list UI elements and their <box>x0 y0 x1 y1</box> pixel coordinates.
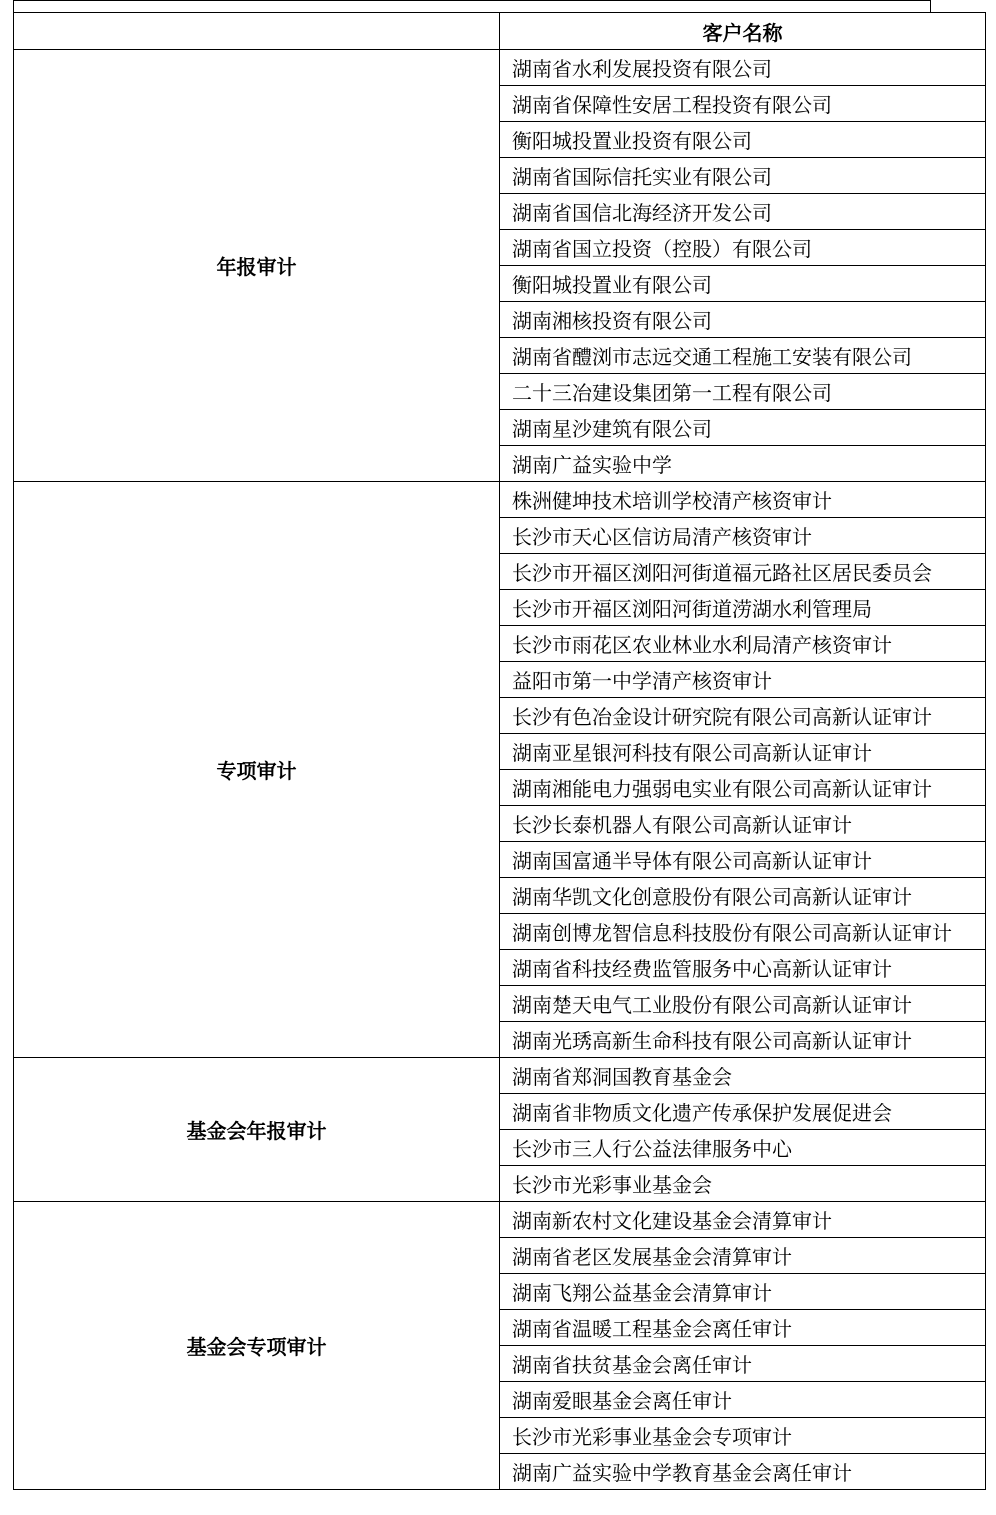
client-name-cell: 湖南国富通半导体有限公司高新认证审计 <box>500 842 986 878</box>
client-name-cell: 长沙市三人行公益法律服务中心 <box>500 1130 986 1166</box>
category-cell: 基金会专项审计 <box>14 1202 500 1490</box>
table-body <box>14 50 986 1490</box>
client-name-cell: 湖南省老区发展基金会清算审计 <box>500 1238 986 1274</box>
client-name-cell: 湖南亚星银河科技有限公司高新认证审计 <box>500 734 986 770</box>
client-name-cell: 湖南省国立投资（控股）有限公司 <box>500 230 986 266</box>
client-name-cell: 湖南爱眼基金会离任审计 <box>500 1382 986 1418</box>
client-name-cell: 湖南省水利发展投资有限公司 <box>500 50 986 86</box>
client-table <box>13 12 986 1490</box>
page-top-border <box>13 0 931 1</box>
header-client-name: 客户名称 <box>500 13 986 50</box>
client-name-cell: 株洲健坤技术培训学校清产核资审计 <box>500 482 986 518</box>
client-name-cell: 湖南省非物质文化遗产传承保护发展促进会 <box>500 1094 986 1130</box>
table-row <box>14 1058 986 1094</box>
client-name-cell: 长沙市天心区信访局清产核资审计 <box>500 518 986 554</box>
client-name-cell: 长沙市雨花区农业林业水利局清产核资审计 <box>500 626 986 662</box>
client-name-cell: 湖南省温暖工程基金会离任审计 <box>500 1310 986 1346</box>
table-row <box>14 50 986 86</box>
client-name-cell: 二十三冶建设集团第一工程有限公司 <box>500 374 986 410</box>
client-name-cell: 湖南湘能电力强弱电实业有限公司高新认证审计 <box>500 770 986 806</box>
client-name-cell: 湖南省郑洞国教育基金会 <box>500 1058 986 1094</box>
client-name-cell: 衡阳城投置业投资有限公司 <box>500 122 986 158</box>
client-name-cell: 湖南广益实验中学教育基金会离任审计 <box>500 1454 986 1490</box>
category-cell: 专项审计 <box>14 482 500 1058</box>
client-name-cell: 湖南省醴浏市志远交通工程施工安装有限公司 <box>500 338 986 374</box>
client-name-cell: 湖南省保障性安居工程投资有限公司 <box>500 86 986 122</box>
client-name-cell: 长沙有色冶金设计研究院有限公司高新认证审计 <box>500 698 986 734</box>
client-name-cell: 湖南省扶贫基金会离任审计 <box>500 1346 986 1382</box>
client-name-cell: 湖南省科技经费监管服务中心高新认证审计 <box>500 950 986 986</box>
header-category-cell <box>14 13 500 50</box>
table-row <box>14 1202 986 1238</box>
client-name-cell: 长沙市光彩事业基金会 <box>500 1166 986 1202</box>
client-name-cell: 湖南光琇高新生命科技有限公司高新认证审计 <box>500 1022 986 1058</box>
table-row <box>14 482 986 518</box>
client-name-cell: 湖南楚天电气工业股份有限公司高新认证审计 <box>500 986 986 1022</box>
client-name-cell: 益阳市第一中学清产核资审计 <box>500 662 986 698</box>
client-name-cell: 湖南省国信北海经济开发公司 <box>500 194 986 230</box>
client-name-cell: 湖南飞翔公益基金会清算审计 <box>500 1274 986 1310</box>
client-name-cell: 衡阳城投置业有限公司 <box>500 266 986 302</box>
client-name-cell: 长沙长泰机器人有限公司高新认证审计 <box>500 806 986 842</box>
client-name-cell: 湖南省国际信托实业有限公司 <box>500 158 986 194</box>
table-header-row <box>14 13 986 50</box>
client-name-cell: 湖南新农村文化建设基金会清算审计 <box>500 1202 986 1238</box>
client-name-cell: 湖南华凯文化创意股份有限公司高新认证审计 <box>500 878 986 914</box>
client-name-cell: 湖南星沙建筑有限公司 <box>500 410 986 446</box>
client-name-cell: 长沙市开福区浏阳河街道福元路社区居民委员会 <box>500 554 986 590</box>
client-name-cell: 长沙市开福区浏阳河街道涝湖水利管理局 <box>500 590 986 626</box>
client-name-cell: 湖南湘核投资有限公司 <box>500 302 986 338</box>
page-top-border-left <box>13 0 14 12</box>
category-cell: 基金会年报审计 <box>14 1058 500 1202</box>
client-name-cell: 湖南广益实验中学 <box>500 446 986 482</box>
page-top-border-right <box>930 0 931 12</box>
category-cell: 年报审计 <box>14 50 500 482</box>
client-name-cell: 长沙市光彩事业基金会专项审计 <box>500 1418 986 1454</box>
client-name-cell: 湖南创博龙智信息科技股份有限公司高新认证审计 <box>500 914 986 950</box>
